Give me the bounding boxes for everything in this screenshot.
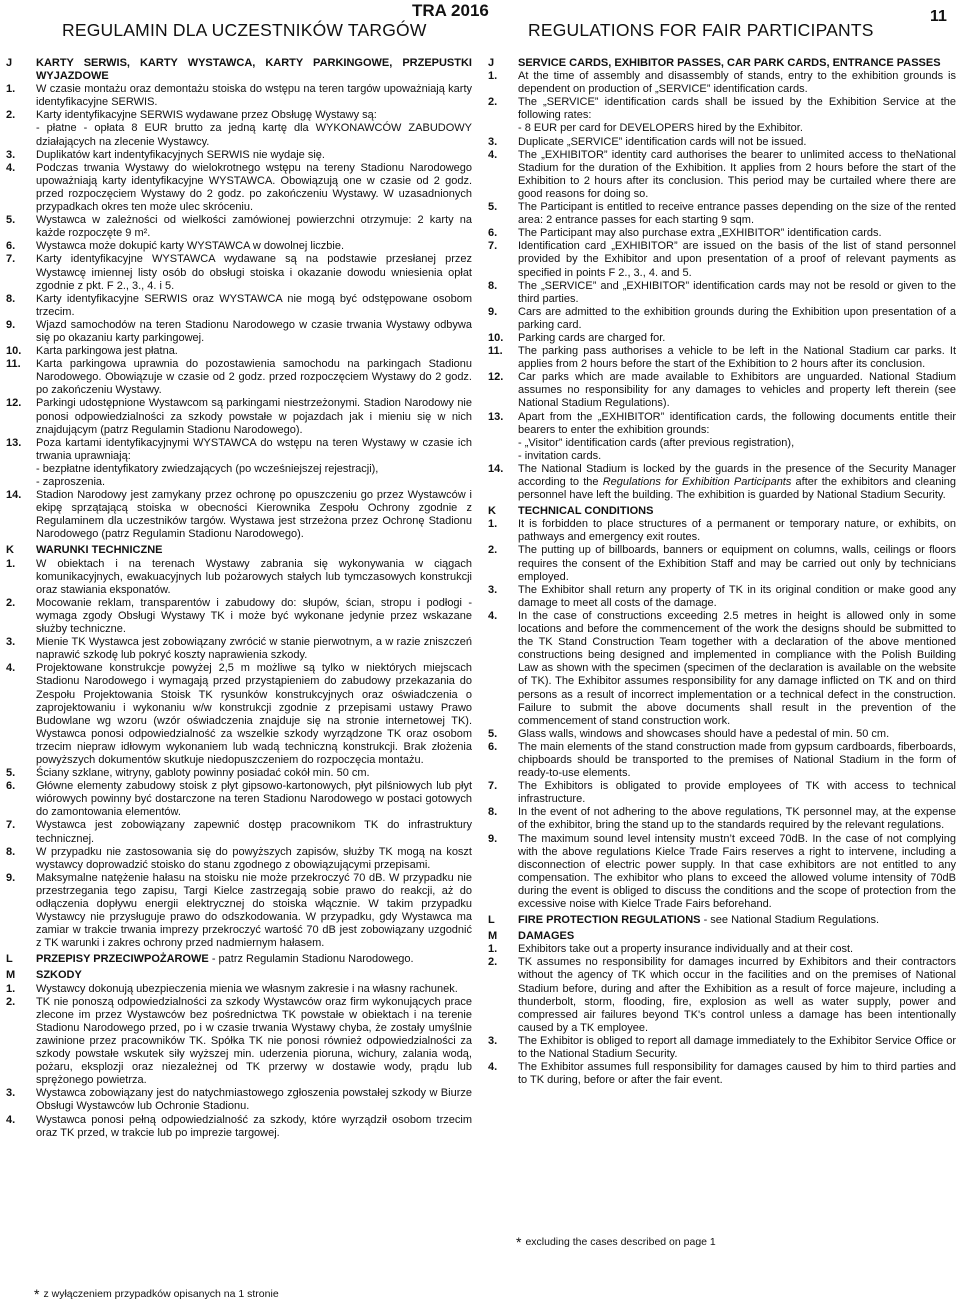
section-title-text: SERVICE CARDS, EXHIBITOR PASSES, CAR PARK CARDS, ENTRANCE PASSES xyxy=(518,57,941,69)
list-item xyxy=(488,584,956,610)
footnote-mark: * xyxy=(34,1286,40,1302)
item-number: 10. xyxy=(6,345,22,358)
list-item xyxy=(488,463,956,502)
item-text: - 8 EUR per card for DEVELOPERS hired by the Exhibitor. xyxy=(518,122,803,135)
item-subpoint: - zaproszenia. xyxy=(36,476,106,488)
list-item xyxy=(488,544,956,583)
item-text: The Exhibitor is obliged to report all damage immediately to the Exhibitor Service Office or to the National Stadium Security. xyxy=(518,1034,956,1061)
item-number: 8. xyxy=(6,292,16,305)
item-body xyxy=(518,96,956,122)
item-number: 10. xyxy=(488,331,504,344)
item-body xyxy=(518,610,956,728)
section-letter: J xyxy=(488,57,495,69)
item-text: Stadion Narodowy jest zamykany przez ochronę po opuszczeniu go przez Wystawców i ekipę sprzątającą stoiska w obecności Kierownika Zespołu Ochrony zgodnie z Regulaminem dla uczestników targów. Wystawa jest strzeżona przez Ochronę Stadionu Narodowego (patrz Regulamin Stadionu Narodowego). xyxy=(36,489,472,541)
list-item xyxy=(488,411,956,463)
section-title-text: PRZEPISY PRZECIWPOŻAROWE xyxy=(36,953,209,966)
list-item xyxy=(488,728,956,741)
footnote-text: excluding the cases described on page 1 xyxy=(525,1236,716,1248)
item-body xyxy=(36,846,472,872)
section-title xyxy=(36,57,472,83)
section-title-text: WARUNKI TECHNICZNE xyxy=(36,544,163,557)
section-heading xyxy=(488,505,956,518)
section-letter: K xyxy=(6,544,14,557)
section-heading xyxy=(488,930,956,943)
item-number: 3. xyxy=(6,636,16,649)
list-item xyxy=(6,149,472,162)
item-body xyxy=(518,1061,956,1087)
item-number: 11. xyxy=(6,358,21,371)
item-number: 3. xyxy=(488,135,498,148)
item-text: Wjazd samochodów na teren Stadionu Narodowego w czasie trwania Wystawy odbywa się po okazaniu karty parkingowej. xyxy=(36,318,472,344)
list-item xyxy=(6,597,472,636)
item-body xyxy=(36,358,472,397)
item-body xyxy=(518,544,956,583)
item-body xyxy=(518,136,956,149)
item-text: Identification card „EXHIBITOR” are issued on the basis of the list of stand personnel provided by the Exhibitor and upon presentation of a proof of relevant payments as specified in points F 2., 3., 4. and 5. xyxy=(518,240,956,279)
item-body xyxy=(518,332,956,345)
list-item xyxy=(6,83,472,109)
item-number: 2. xyxy=(488,96,498,109)
list-item xyxy=(6,996,472,1088)
item-body xyxy=(518,584,956,610)
list-item xyxy=(6,293,472,319)
item-body xyxy=(518,345,956,371)
item-text: The putting up of billboards, banners or equipment on columns, walls, ceilings or floors requires the consent of the Exhibition Staff and may be carried out only by technicians employed. xyxy=(518,544,956,583)
section-letter: L xyxy=(6,953,13,966)
section-title-text: DAMAGES xyxy=(518,930,575,943)
item-body xyxy=(518,70,956,96)
item-number: 1. xyxy=(488,943,498,956)
list-item xyxy=(6,983,472,996)
section-title xyxy=(518,57,956,70)
item-text: Karty identyfikacyjne SERWIS oraz WYSTAWCA nie mogą być odstępowane osobom trzecim. xyxy=(36,292,472,318)
section-heading xyxy=(6,544,472,557)
item-number: 4. xyxy=(6,161,16,174)
list-item xyxy=(6,437,472,489)
footnote-text: z wyłączeniem przypadków opisanych na 1 stronie xyxy=(43,1288,279,1300)
list-item xyxy=(488,240,956,279)
item-text-italic: Regulations for Exhibition Participants xyxy=(602,476,792,488)
item-number: 1. xyxy=(488,518,498,531)
item-body xyxy=(36,1114,472,1140)
item-number: 14. xyxy=(6,489,22,502)
item-text: It is forbidden to place structures of a permanent or temporary nature, or exhibits, on pathways and emergency exit routes. xyxy=(518,518,956,544)
item-number: 1. xyxy=(6,83,16,96)
item-body xyxy=(518,201,956,227)
section-letter: L xyxy=(488,914,495,927)
list-item xyxy=(488,806,956,832)
list-item xyxy=(6,240,472,253)
item-body xyxy=(518,280,956,306)
section-heading xyxy=(6,953,472,966)
list-item xyxy=(488,1035,956,1061)
list-item xyxy=(6,253,472,292)
item-text: Mienie TK Wystawca jest zobowiązany zwrócić w stanie pierwotnym, a w razie zniszczeń naprawić szkodę lub pokryć koszty naprawienia szkody. xyxy=(36,636,472,662)
item-text: The Exhibitor assumes full responsibility for damages caused by him to third parties and to TK during, before or after the fair event. xyxy=(518,1061,956,1087)
item-body xyxy=(36,253,472,292)
item-body xyxy=(518,943,956,956)
header-title-english: REGULATIONS FOR FAIR PARTICIPANTS xyxy=(528,20,874,40)
item-body xyxy=(36,597,472,636)
list-item xyxy=(6,319,472,345)
item-text: Parking cards are charged for. xyxy=(518,331,666,344)
section-title-text: KARTY SERWIS, KARTY WYSTAWCA, KARTY PARKINGOWE, PRZEPUSTKI WYJAZDOWE xyxy=(36,57,472,83)
item-number: 6. xyxy=(488,740,498,753)
item-number: 12. xyxy=(6,397,22,410)
item-number: 9. xyxy=(488,305,498,318)
item-body xyxy=(36,83,472,109)
list-item xyxy=(488,518,956,544)
item-number: 2. xyxy=(6,109,16,122)
item-text: Wystawca jest zobowiązany zapewnić dostęp pracownikom TK do infrastruktury technicznej. xyxy=(36,819,472,845)
item-body xyxy=(518,463,956,502)
item-text: Karty identyfikacyjne WYSTAWCA wydawane są na podstawie przesłanej przez Wystawcę imiennej listy osób do obsługi stoiska i okazanie dowodu wniesienia opłat zgodnie z pkt. F 2., 3., 4. i 5. xyxy=(36,253,472,292)
item-text: Wystawca w zależności od wielkości zamówionej powierzchni otrzymuje: 2 karty na każde rozpoczęte 9 m². xyxy=(36,214,472,240)
item-text: Karta parkingowa jest płatna. xyxy=(36,345,178,358)
item-text: The Participant is entitled to receive entrance passes depending on the size of the rented area: 2 entrance passes for each starting 9 sqm. xyxy=(518,201,956,227)
list-item xyxy=(488,136,956,149)
item-number: 3. xyxy=(488,1034,498,1047)
item-text: Duplikatów kart indentyfikacyjnych SERWIS nie wydaje się. xyxy=(36,148,325,161)
list-item xyxy=(6,872,472,951)
item-number: 4. xyxy=(6,662,16,675)
item-body xyxy=(518,306,956,332)
item-number: 1. xyxy=(6,557,16,570)
item-body xyxy=(518,411,956,463)
item-body xyxy=(36,996,472,1088)
item-number: 9. xyxy=(488,832,498,845)
item-subpoint: - bezpłatne identyfikatory zwiedzających (po wcześniejszej rejestracji), xyxy=(36,462,379,475)
item-number: 14. xyxy=(488,462,504,475)
item-body xyxy=(36,162,472,214)
item-number: 2. xyxy=(488,544,498,557)
item-number: 8. xyxy=(488,279,498,292)
footnote-polish xyxy=(34,1286,279,1302)
item-subpoint: - „Visitor” identification cards (after previous registration), xyxy=(518,436,795,449)
item-subpoint: - płatne - opłata 8 EUR brutto za jedną kartę dla WYKONAWCÓW ZABUDOWY działających na zlecenie Wystawcy. xyxy=(36,122,472,148)
item-text: The National Stadium is locked by the guards in the presence of the Security Manager according to the xyxy=(518,462,956,488)
item-number: 7. xyxy=(488,240,498,253)
item-body xyxy=(36,489,472,541)
section-letter: J xyxy=(6,57,13,69)
item-text: Car parks which are made available to Exhibitors are unguarded. National Stadium assumes no responsibility for any damages to vehicles and property left therein (see National Stadium Regulations). xyxy=(518,371,956,410)
item-number: 4. xyxy=(488,609,498,622)
section-title xyxy=(518,505,956,518)
item-number xyxy=(488,122,518,135)
section-heading xyxy=(6,57,472,83)
section-title-text: SZKODY xyxy=(36,969,82,982)
page-number: 11 xyxy=(930,8,947,25)
item-number: 5. xyxy=(488,727,498,740)
list-item xyxy=(488,280,956,306)
header-title-polish: REGULAMIN DLA UCZESTNIKÓW TARGÓW xyxy=(62,20,427,40)
list-item xyxy=(488,1061,956,1087)
item-number: 7. xyxy=(6,253,16,266)
item-number: 7. xyxy=(6,819,16,832)
item-number: 3. xyxy=(488,583,498,596)
item-number: 1. xyxy=(488,70,498,83)
list-item xyxy=(6,846,472,872)
section-title xyxy=(36,953,472,966)
item-text: The maximum sound level intensity mustn’t exceed 70dB. In the case of not complying with the above regulations Kielce Trade Fairs reserves a right to intervene, including a disconnection of electric power supply. In that case exhibitors are not entitled to any compensation. The exhibitor who plans to exceed the allowed volume intensity of 70dB during the event is obliged to discuss the conditions and the scope of protection from the excessive noise with Kielce Trade Fairs beforehand. xyxy=(518,832,956,910)
list-item xyxy=(488,201,956,227)
item-body xyxy=(518,240,956,279)
item-text: after the exhibitors and cleaning personnel have left the building. The exhibition is guarded by National Stadium Security. xyxy=(518,476,956,502)
item-body xyxy=(36,240,472,253)
item-number: 7. xyxy=(488,780,498,793)
section-letter: K xyxy=(488,505,496,518)
item-body xyxy=(518,741,956,780)
list-item xyxy=(6,214,472,240)
item-text: The „SERVICE” and „EXHIBITOR” identification cards may not be resold or given to the third parties. xyxy=(518,279,956,305)
item-text: Glass walls, windows and showcases should have a pedestal of min. 50 cm. xyxy=(518,727,890,740)
section-title-text: TECHNICAL CONDITIONS xyxy=(518,505,654,518)
list-item xyxy=(6,358,472,397)
polish-column xyxy=(6,54,472,1140)
item-text: The „SERVICE” identification cards shall be issued by the Exhibition Service at the following rates: xyxy=(518,96,956,122)
english-column xyxy=(488,54,956,1087)
list-item xyxy=(488,943,956,956)
item-number: 4. xyxy=(488,148,498,161)
item-number: 3. xyxy=(6,1087,16,1100)
item-body xyxy=(36,397,472,436)
item-text: The Exhibitors is obligated to provide employees of TK with access to technical infrastructure. xyxy=(518,780,956,806)
item-body xyxy=(36,293,472,319)
item-body xyxy=(36,767,472,780)
item-body xyxy=(518,956,956,1035)
item-text: Apart from the „EXHIBITOR” identification cards, the following documents entitle their bearers to enter the exhibition grounds: xyxy=(518,410,956,436)
item-number: 5. xyxy=(488,201,498,214)
item-body xyxy=(36,780,472,819)
item-body xyxy=(36,109,472,148)
item-text: Karty identyfikacyjne SERWIS wydawane przez Obsługę Wystawy są: xyxy=(36,109,377,122)
item-text: The Exhibitor shall return any property of TK in its original condition or make good any damage to meet all costs of the damage. xyxy=(518,583,956,609)
item-text: Duplicate „SERVICE” identification cards will not be issued. xyxy=(518,135,807,148)
item-body xyxy=(518,371,956,410)
item-number: 2. xyxy=(6,596,16,609)
list-item xyxy=(488,610,956,728)
item-number: 3. xyxy=(6,148,16,161)
list-item xyxy=(488,149,956,201)
item-body xyxy=(518,728,956,741)
list-item xyxy=(6,819,472,845)
list-item xyxy=(488,371,956,410)
item-body xyxy=(36,345,472,358)
item-number: 4. xyxy=(6,1113,16,1126)
item-body xyxy=(36,319,472,345)
section-title xyxy=(518,914,956,927)
footnote-english xyxy=(516,1234,716,1250)
item-text: Ściany szklane, witryny, gabloty powinny posiadać cokół min. 50 cm. xyxy=(36,767,370,780)
item-body xyxy=(518,149,956,201)
item-text: The Participant may also purchase extra „EXHIBITOR” identification cards. xyxy=(518,227,882,240)
item-body xyxy=(518,518,956,544)
item-number: 2. xyxy=(488,956,498,969)
section-title-text: FIRE PROTECTION REGULATIONS xyxy=(518,914,701,927)
item-number: 9. xyxy=(6,318,16,331)
list-item xyxy=(488,122,956,135)
section-title xyxy=(36,544,472,557)
section-title xyxy=(36,969,472,982)
item-body xyxy=(518,1035,956,1061)
list-item xyxy=(488,306,956,332)
item-subpoint: - invitation cards. xyxy=(518,449,602,462)
list-item xyxy=(488,227,956,240)
item-number: 8. xyxy=(488,806,498,819)
list-item xyxy=(6,558,472,597)
footnote-mark: * xyxy=(516,1234,522,1250)
item-number: 4. xyxy=(488,1061,498,1074)
item-text: The main elements of the stand construction made from gypsum cardboards, fiberboards, chipboards should be transported to the premises of National Stadium in the form of ready-to-use elements. xyxy=(518,740,956,780)
item-body xyxy=(518,780,956,806)
list-item xyxy=(488,332,956,345)
item-number: 5. xyxy=(6,214,16,227)
item-text: Wystawca może dokupić karty WYSTAWCA w dowolnej liczbie. xyxy=(36,240,344,253)
list-item xyxy=(488,956,956,1035)
item-number: 2. xyxy=(6,995,16,1008)
list-item xyxy=(488,780,956,806)
item-text: W czasie montażu oraz demontażu stoiska do wstępu na teren targów upoważniają karty identyfikacyjne SERWIS. xyxy=(36,83,472,109)
page-header xyxy=(0,0,960,48)
item-body xyxy=(36,636,472,662)
item-text: Parkingi udostępnione Wystawcom są parkingami niestrzeżonymi. Stadion Narodowy nie ponosi odpowiedzialności za szkody powstałe w pojazdach jak i mieniu się w nich znajdującym (patrz Regulamin Stadionu Narodowego). xyxy=(36,397,472,436)
item-text: Karta parkingowa uprawnia do pozostawienia samochodu na parkingach Stadionu Narodowego. Obowiązuje w czasie od 2 godz. przed rozpoczęciem Wystawy do 2 godz. po zakończeniu Wystawy. xyxy=(36,358,472,397)
item-text: Poza kartami identyfikacyjnymi WYSTAWCA do wstępu na teren Wystawy w czasie ich trwania uprawniają: xyxy=(36,436,472,462)
list-item xyxy=(6,767,472,780)
item-text: Exhibitors take out a property insurance individually and at their cost. xyxy=(518,943,854,956)
item-text: At the time of assembly and disassembly of stands, entry to the exhibition grounds is dependent on production of „SERVICE” identification cards. xyxy=(518,70,956,96)
item-body xyxy=(36,214,472,240)
item-number: 6. xyxy=(488,227,498,240)
item-text: The „EXHIBITOR” identity card authorises the bearer to unlimited access to theNational Stadium for the duration of the Exhibition. It applies from 2 hours before the start of the Exhibition to 2 hours after its conclusion. This period may be curtailed where there are good reasons for doing so. xyxy=(518,148,956,200)
item-body xyxy=(36,437,472,489)
item-body xyxy=(36,662,472,767)
list-item xyxy=(488,741,956,780)
item-text: Projektowane konstrukcje powyżej 2,5 m możliwe są tylko w niektórych miejscach Stadionu Narodowego i wymagają przed przystąpieniem do zabudowy przekazania do Zespołu Projektowania Stoisk TK rysunków konstrukcyjnych oraz oświadczenia o zaprojektowaniu i wykonaniu w/w konstrukcji zgodnie z przepisami ustawy Prawo Budowlane wg wzoru (wzór oświadczenia znajduje się na stronie internetowej TK). Wystawca ponosi odpowiedzialność za wszelkie szkody wyrządzone TK oraz osobom trzecim niepraw idłowym wykonaniem lub wadą techniczną konstrukcji. Brak złożenia powyższych dokumentów skutkuje niedopuszczeniem do rozpoczęcia montażu. xyxy=(36,662,472,766)
item-number: 13. xyxy=(6,436,22,449)
item-text: Cars are admitted to the exhibition grounds during the Exhibition upon presentation of a parking card. xyxy=(518,305,956,331)
item-number: 6. xyxy=(6,780,16,793)
list-item xyxy=(488,833,956,912)
item-body xyxy=(36,1087,472,1113)
section-title-suffix: - patrz Regulamin Stadionu Narodowego. xyxy=(208,953,414,966)
item-text: In the event of not adhering to the above regulations, TK personnel may, at the expense of the exhibitor, bring the stand up to the standards required by the relevant regulations. xyxy=(518,806,956,832)
item-body xyxy=(36,872,472,951)
item-number: 1. xyxy=(6,982,16,995)
section-letter: M xyxy=(488,930,498,943)
item-text: W przypadku nie zastosowania się do powyższych zapisów, służby TK mogą na koszt wystawcy doprowadzić stoisko do stanu zgodnego z obowiązującymi przepisami. xyxy=(36,845,472,871)
item-number: 6. xyxy=(6,240,16,253)
item-number: 5. xyxy=(6,767,16,780)
item-number: 13. xyxy=(488,410,504,423)
list-item xyxy=(6,162,472,214)
list-item xyxy=(488,345,956,371)
list-item xyxy=(6,1087,472,1113)
section-letter: M xyxy=(6,969,16,982)
list-item xyxy=(488,70,956,96)
list-item xyxy=(6,489,472,541)
item-number: 8. xyxy=(6,845,16,858)
list-item xyxy=(6,780,472,819)
section-heading xyxy=(488,57,956,70)
item-text: W obiektach i na terenach Wystawy zabrania się wykonywania w ciągach komunikacyjnych, ewakuacyjnych lub pożarowych stałych lub tymczasowych konstrukcji oraz stawiania eksponatów. xyxy=(36,557,472,596)
item-body xyxy=(36,819,472,845)
list-item xyxy=(6,636,472,662)
list-item xyxy=(6,662,472,767)
item-body xyxy=(36,983,472,996)
item-body xyxy=(518,122,956,135)
section-title xyxy=(518,930,956,943)
item-body xyxy=(518,833,956,912)
item-text: Wystawcy dokonują ubezpieczenia mienia we własnym zakresie i na własny rachunek. xyxy=(36,982,458,995)
item-number: 12. xyxy=(488,371,504,384)
list-item xyxy=(6,345,472,358)
section-heading xyxy=(6,969,472,982)
item-body xyxy=(518,806,956,832)
list-item xyxy=(6,109,472,148)
item-text: In the case of constructions exceeding 2.5 metres in height is allowed only in some locations and before the commencement of the work the designs should be submitted to the TK Stand Construction Team together with a declaration of the above mentioned constructions being designed and implemented in compliance with the Polish Building Law as shown with the specimen (specimen of the declaration is available on the website of TK). The Exhibitor assumes responsibility for any damage inflicted on TK and on third persons as a result of incorrect implementation or a technical defect in the construction. Failure to submit the above documents shall result in the prevention of the commencement of stand construction work. xyxy=(518,609,956,727)
header-event-name: TRA 2016 xyxy=(412,1,489,20)
item-body xyxy=(36,149,472,162)
list-item xyxy=(6,397,472,436)
item-text: Wystawca zobowiązany jest do natychmiastowego zgłoszenia powstałej szkody w Biurze Obsługi Wystawców lub Ochronie Stadionu. xyxy=(36,1087,472,1113)
item-text: Główne elementy zabudowy stoisk z płyt gipsowo-kartonowych, płyt pilśniowych lub płyt wiórowych powinny być dostarczone na teren Stadionu Narodowego w postaci gotowych do zamontowania elementów. xyxy=(36,780,472,819)
list-item xyxy=(6,1114,472,1140)
item-text: Mocowanie reklam, transparentów i zabudowy do: słupów, ścian, stropu i podłogi - wymaga zgody Obsługi Wystawy TK i może być wykonane jedynie przez wskazane służby techniczne. xyxy=(36,596,472,636)
list-item xyxy=(488,96,956,122)
item-text: Maksymalne natężenie hałasu na stoisku nie może przekroczyć 70 dB. W przypadku nie przestrzegania tego zapisu, Targi Kielce zastrzegają sobie prawo do reakcji, aż do odłączenia dopływu energii elektrycznej do stoiska włącznie. W takim przypadku Wystawcy nie przysługuje prawo do odszkodowania. W przypadku, gdy Wystawca ma zamiar w trakcie trwania imprezy przekroczyć wartość 70 dB jest zobowiązany uzgodnić z TK warunki i zakres ochrony przed nadmiernym hałasem. xyxy=(36,871,472,950)
section-title-suffix: - see National Stadium Regulations. xyxy=(700,914,880,927)
item-text: Podczas trwania Wystawy do wielokrotnego wstępu na tereny Stadionu Narodowego upoważniają karty identyfikacyjne WYSTAWCA. Obowiązują one w czasie od 2 godz. przed rozpoczęciem Wystawy do 2 godz. po zakończeniu Wystawy. W uzasadnionych przypadkach okres ten może ulec skróceniu. xyxy=(36,161,472,214)
item-body xyxy=(36,558,472,597)
item-text: Wystawca ponosi pełną odpowiedzialność za szkody, które wyrządził osobom trzecim oraz TK przed, w trakcie lub po imprezie targowej. xyxy=(36,1113,472,1139)
item-number: 11. xyxy=(488,345,503,358)
item-text: TK nie ponoszą odpowiedzialności za szkody Wystawców oraz firm wykonujących prace zlecone im przez Wystawców bez pośrednictwa TK powstałe w obiektach i na terenie Stadionu Narodowego przed, po i w czasie trwania Wystawy chyba, że zostały umyślnie zawinione przez pracowników TK. Spółka TK nie ponosi również odpowiedzialności za szkody powstałe wskutek siły wyższej min. uderzenia pioruna, wichury, zalania wodą, pożaru, eksplozji oraz niezależnej od TK przerwy w dostawie wody, prądu lub sprężonego powietrza. xyxy=(36,995,472,1087)
item-text: The parking pass authorises a vehicle to be left in the National Stadium car parks. It applies from 2 hours before the start of the Exhibition to 2 hours after its conclusion. xyxy=(518,345,956,371)
section-heading xyxy=(488,914,956,927)
item-text: TK assumes no responsibility for damages incurred by Exhibitors and their contractors without the agency of TK which occur in the facilities and on the premises of National Stadium before, during and after the Exhibition as a result of force majeure, including a thunderbolt, storm, flooding, fire, explosion as well as water supply, power and compressed air failures beyond TK's control unless a damage has been intentionally caused by a TK employee. xyxy=(518,956,956,1034)
item-body xyxy=(518,227,956,240)
item-number: 9. xyxy=(6,871,16,884)
